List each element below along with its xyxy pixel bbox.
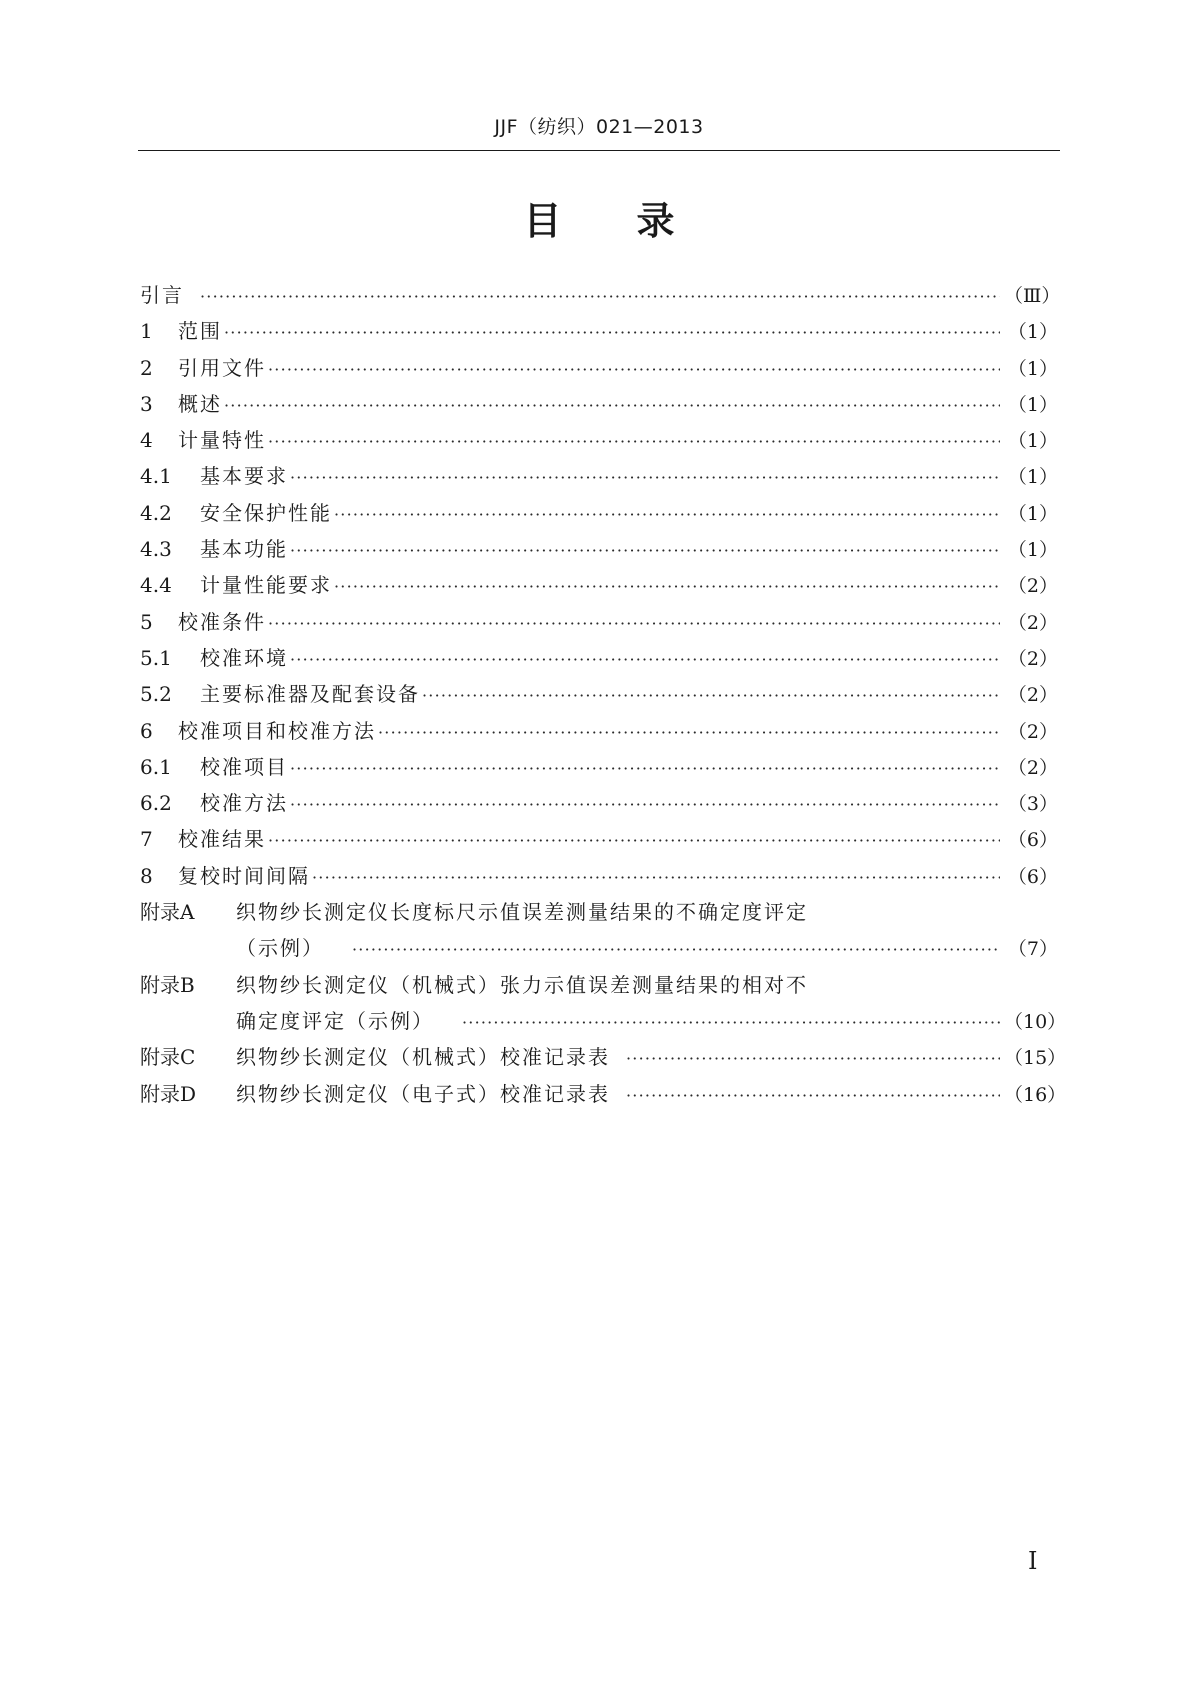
toc-entry[interactable] [140,676,1058,712]
leader-dots [422,678,1000,714]
table-of-contents [140,277,1067,1112]
toc-appendix-label: 织物纱长测定仪长度标尺示值误差测量结果的不确定度评定 [236,900,808,925]
toc-entry-page: （1） [1007,357,1058,380]
toc-title-char-2: 录 [636,199,675,243]
toc-entry-label: 校准方法 [200,791,288,816]
toc-title [138,195,1060,247]
leader-dots [268,424,1000,460]
toc-entry-number: 6.2 [140,791,172,816]
leader-dots [224,315,1000,351]
toc-entry-page: （1） [1007,502,1058,525]
toc-entry-page: （16） [1004,1083,1067,1106]
toc-entry-number: 4.3 [140,537,172,562]
toc-entry-label: 引言 [140,283,184,307]
leader-dots [200,279,1000,315]
toc-entry[interactable] [140,567,1058,603]
toc-entry-page: （1） [1007,539,1058,562]
leader-dots [290,460,1000,496]
leader-dots [626,1078,1000,1114]
leader-dots [268,352,1000,388]
toc-entry-label: 校准结果 [178,827,266,852]
toc-entry-page: （1） [1007,466,1058,489]
toc-entry-page: （2） [1007,720,1058,743]
toc-entry-number: 5 [140,609,153,634]
toc-entry-label: 引用文件 [178,355,266,380]
leader-dots [268,823,1000,859]
toc-appendix-b-line-2[interactable] [140,1003,1067,1039]
leader-dots [290,751,1000,787]
toc-entry-page: （2） [1007,684,1058,707]
toc-entry-page: （15） [1004,1047,1067,1070]
toc-appendix-d[interactable] [140,1076,1067,1112]
toc-entry-label: 安全保护性能 [200,500,332,525]
toc-entry-page: （2） [1007,756,1058,779]
toc-appendix-a-line-2[interactable] [140,930,1058,966]
leader-dots [290,642,1000,678]
toc-appendix-number: 附录C [140,1045,196,1070]
toc-entry-label: 计量特性 [178,428,266,453]
toc-entry[interactable] [140,313,1058,349]
toc-entry[interactable] [140,386,1058,422]
toc-entry[interactable] [140,821,1058,857]
toc-entry-label: 计量性能要求 [200,573,332,598]
toc-entry-page: （2） [1007,647,1058,670]
toc-entry-number: 5.1 [140,645,172,670]
toc-entry-number: 7 [140,827,153,852]
toc-entry[interactable] [140,350,1058,386]
toc-entry-page: （6） [1007,829,1058,852]
toc-entry-label: 校准环境 [200,645,288,670]
toc-entry-page: （1） [1007,430,1058,453]
toc-entry-page: （1） [1007,321,1058,344]
toc-entry-label: 概述 [178,391,222,416]
toc-appendix-label: 织物纱长测定仪（机械式）张力示值误差测量结果的相对不 [236,972,808,997]
leader-dots [626,1041,1000,1077]
leader-dots [334,497,1000,533]
toc-entry[interactable] [140,858,1058,894]
toc-appendix-label: 织物纱长测定仪（电子式）校准记录表 [236,1081,610,1106]
toc-appendix-label-cont: （示例） [236,936,324,961]
page-number: I [1028,1547,1038,1575]
leader-dots [352,932,1000,968]
toc-entry-label: 校准项目和校准方法 [178,718,376,743]
toc-appendix-number: 附录B [140,972,195,997]
toc-entry-number: 4.2 [140,500,172,525]
toc-appendix-c[interactable] [140,1039,1067,1075]
toc-entry-number: 1 [140,319,153,344]
toc-entry[interactable] [140,422,1058,458]
toc-entry-page: （10） [1004,1010,1067,1033]
toc-entry-label: 基本功能 [200,537,288,562]
toc-entry-number: 3 [140,391,153,416]
toc-entry-number: 6.1 [140,754,172,779]
leader-dots [462,1005,1000,1041]
toc-entry-number: 4.1 [140,464,172,489]
toc-appendix-label: 织物纱长测定仪（机械式）校准记录表 [236,1045,610,1070]
leader-dots [334,569,1000,605]
toc-entry-number: 4.4 [140,573,172,598]
toc-appendix-b-line-1[interactable] [140,967,1058,1003]
document-code: JJF（纺织）021—2013 [494,116,704,138]
toc-entry-page: （3） [1007,793,1058,816]
toc-entry[interactable] [140,785,1058,821]
toc-appendix-label-cont: 确定度评定（示例） [236,1008,434,1033]
running-header [138,112,1060,152]
toc-entry-page: （7） [1007,938,1058,961]
toc-title-char-1: 目 [523,199,562,243]
toc-entry-intro[interactable] [140,277,1061,313]
leader-dots [290,533,1000,569]
leader-dots [378,715,1000,751]
toc-entry-label: 校准条件 [178,609,266,634]
toc-entry[interactable] [140,604,1058,640]
toc-entry-number: 4 [140,428,153,453]
header-rule [138,150,1060,151]
toc-entry[interactable] [140,531,1058,567]
leader-dots [268,606,1000,642]
toc-entry-label: 校准项目 [200,754,288,779]
toc-entry-label: 复校时间间隔 [178,863,310,888]
toc-entry[interactable] [140,495,1058,531]
toc-entry-number: 8 [140,863,153,888]
toc-entry-page: （2） [1007,575,1058,598]
leader-dots [312,860,1000,896]
toc-appendix-number: 附录D [140,1081,197,1106]
toc-entry[interactable] [140,458,1058,494]
leader-dots [290,787,1000,823]
toc-entry[interactable] [140,640,1058,676]
toc-entry-number: 5.2 [140,682,172,707]
toc-entry-number: 2 [140,355,153,380]
toc-appendix-number: 附录A [140,900,195,925]
toc-appendix-a-line-1[interactable] [140,894,1058,930]
toc-entry-label: 基本要求 [200,464,288,489]
toc-entry-page: （6） [1007,865,1058,888]
toc-entry[interactable] [140,713,1058,749]
toc-entry-label: 主要标准器及配套设备 [200,682,420,707]
leader-dots [224,388,1000,424]
toc-entry-number: 6 [140,718,153,743]
toc-entry-label: 范围 [178,319,222,344]
toc-entry-page: （1） [1007,393,1058,416]
toc-entry-page: （Ⅲ） [1004,285,1061,307]
toc-entry[interactable] [140,749,1058,785]
toc-entry-page: （2） [1007,611,1058,634]
